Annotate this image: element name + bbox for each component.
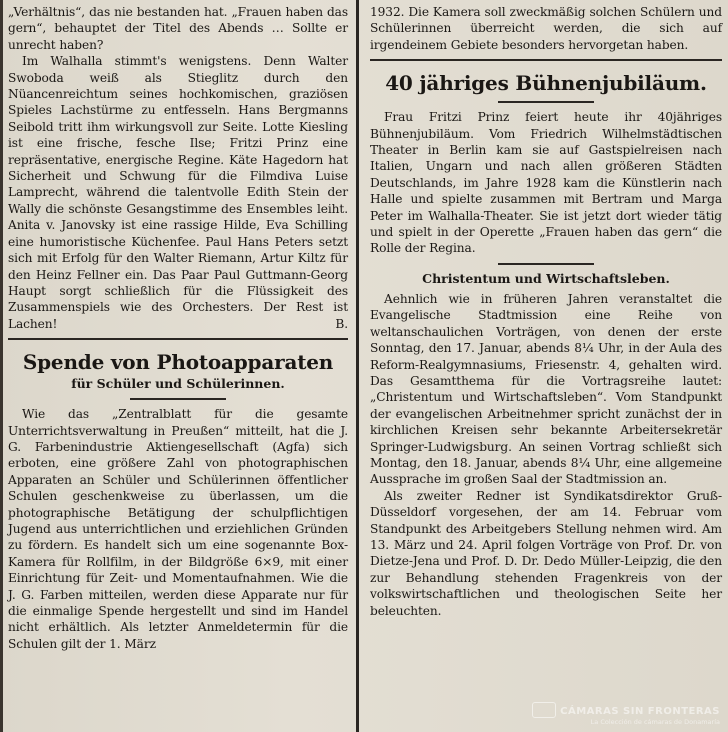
- review-paragraph: [8, 53, 348, 332]
- camera-logo-icon: [532, 702, 556, 718]
- watermark-subtitle: La Colección de cámaras de Donamaría: [590, 718, 720, 726]
- section-rule: [370, 59, 722, 61]
- jubilee-article-body: Frau Fritzi Prinz feiert heute ihr 40jähriges Bühnenjubiläum. Vom Friedrich Wilhelmstädtischen Theater in Berlin kam sie auf Gastspielreisen nach Italien, Ungarn und nach allen größeren Städten Deutschlands, im Jahre 1928 kam die Künstlerin nach Halle und spielte zusammen mit Bertram und Marga Peter im Walhalla-Theater. Sie ist jetzt dort wieder tätig und spielt in der Operette „Frauen haben das gern“ die Rolle der Regina.: [370, 110, 722, 256]
- review-continuation: „Verhältnis“, das nie bestanden hat. „Frauen haben das gern“, behauptet der Titel des Abends … Sollte er unrecht haben?: [8, 5, 348, 52]
- section-rule: [498, 263, 594, 265]
- christianity-article-body: Aehnlich wie in früheren Jahren veranstaltet die Evangelische Stadtmission eine Reihe von weltanschaulichen Vorträgen, von denen der erste Sonntag, den 17. Januar, abends 8¼ Uhr, in der Aula des Reform-Realgymnasiums, Friesenstr. 4, gehalten wird. Das Gesamtthema für die Vortragsreihe lautet: „Christentum und Wirtschaftsleben“. Vom Standpunkt der evangelischen Arbeitnehmer spricht zunächst der in kirchlichen Kreisen sehr bekannte Arbeitersekretär Springer-Ludwigsburg. An seinen Vortrag schließt sich Montag, den 18. Januar, abends 8¼ Uhr, eine allgemeine Aussprache im großen Saal der Stadtmission an.: [370, 291, 722, 487]
- article-headline-jubilee: 40 jähriges Bühnenjubiläum.: [385, 71, 707, 96]
- left-column: [0, 0, 354, 732]
- photo-article-body: Wie das „Zentralblatt für die gesamte Unterrichtsverwaltung in Preußen“ mitteilt, hat die J. G. Farbenindustrie Aktiengesellschaft (Agfa) sich erboten, eine größere Zahl von photographischen Apparaten an Schüler und Schülerinnen öffentlicher Schulen geschenkweise zu überlassen, um die photographische Betätigung der schulpflichtigen Jugend aus unterrichtlichen und erziehlichen Gründen zu fördern. Es handelt sich um eine sogenannte Box-Kamera für Rollfilm, in der Bildgröße 6×9, mit einer Einrichtung für Zeit- und Momentaufnahmen. Wie die J. G. Farben mitteilen, werden diese Apparate nur für die einmalige Spende hergestellt und sind im Handel nicht erhältlich. Als letzter Anmeldetermin für die Schulen gilt der 1. März: [8, 407, 348, 651]
- watermark: [532, 699, 720, 726]
- section-rule: [8, 338, 348, 340]
- photo-article-continuation: 1932. Die Kamera soll zweckmäßig solchen Schülern und Schülerinnen überreicht werden, die sich auf irgendeinem Gebiete besonders hervorgetan haben.: [370, 5, 722, 52]
- article-headline-photo: Spende von Photoapparaten: [22, 350, 334, 375]
- review-signature: B.: [335, 316, 348, 331]
- article-headline-christianity: Christentum und Wirtschaftsleben.: [422, 270, 670, 286]
- right-column: [362, 0, 728, 732]
- watermark-title: CÁMARAS SIN FRONTERAS: [560, 706, 720, 717]
- review-text: Im Walhalla stimmt's wenigstens. Denn Walter Swoboda weiß als Stieglitz durch den Nüancenreichtum seines hochkomischen, graziösen Spieles Lachstürme zu entfesseln. Hans Bergmanns Seibold tritt ihm wirkungsvoll zur Seite. Lotte Kiesling ist eine frische, fesche Ilse; Fritzi Prinz eine repräsentative, energische Regine. Käte Hagedorn hat Sicherheit und Schwung für die Filmdiva Luise Lamprecht, während die talentvolle Edith Stein der Wally die schönste Gesangstimme des Ensembles leiht. Anita v. Janovsky ist eine rassige Hilde, Eva Schilling eine humoristische Küchenfee. Paul Hans Peters setzt sich mit Erfolg für den Walter Riemann, Artur Kiltz für den Heinz Fellner ein. Das Paar Paul Guttmann-Georg Haupt sorgt schließlich für die Flüssigkeit des Zusammenspiels wie des Orchesters. Der Rest ist Lachen!: [8, 54, 348, 331]
- headline-rule: [498, 101, 594, 103]
- christianity-article-body-2: Als zweiter Redner ist Syndikatsdirektor Gruß-Düsseldorf vorgesehen, der am 14. Februar vom Standpunkt des Arbeitgebers Stellung nehmen wird. Am 13. März und 24. April folgen Vorträge von Prof. Dr. von Dietze-Jena und Prof. D. Dr. Dedo Müller-Leipzig, die den zur Behandlung stehenden Fragenkreis von der volkswirtschaftlichen und theologischen Seite her beleuchten.: [370, 488, 722, 618]
- article-subhead-photo: für Schüler und Schülerinnen.: [71, 376, 285, 392]
- headline-rule: [130, 398, 226, 400]
- column-divider: [356, 0, 359, 732]
